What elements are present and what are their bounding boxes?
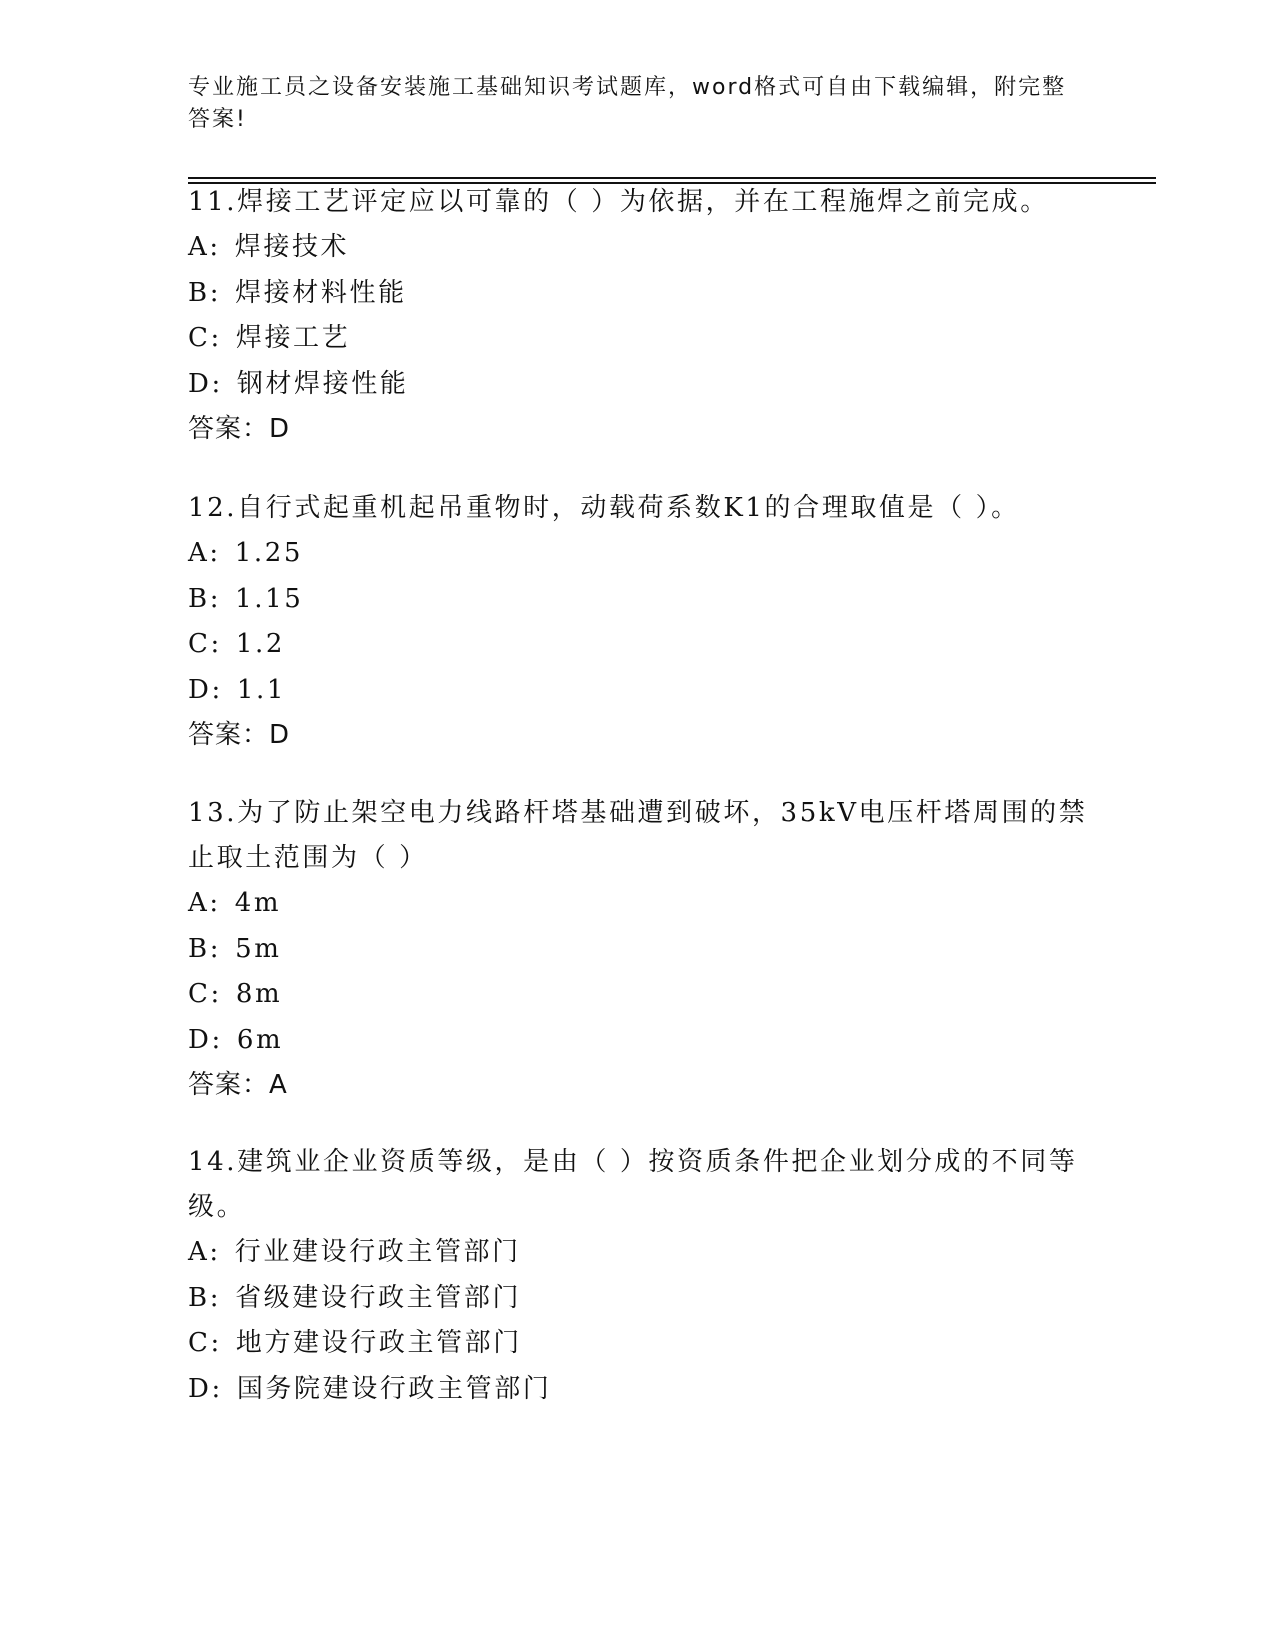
option-a	[188, 1230, 1088, 1276]
option-letter: D:	[188, 1373, 223, 1404]
option-letter: C:	[188, 1328, 222, 1358]
option-letter: A:	[188, 538, 221, 568]
question-stem: 14.建筑业企业资质等级，是由（ ）按资质条件把企业划分成的不同等级。	[188, 1147, 1078, 1222]
option-a	[188, 881, 1088, 927]
option-letter: C:	[188, 979, 222, 1009]
option-text: 4m	[234, 888, 282, 918]
option-letter: D:	[188, 1024, 223, 1055]
header-divider-top	[188, 177, 1156, 179]
option-letter: D:	[188, 368, 223, 399]
question-11	[188, 180, 1088, 451]
option-b	[188, 271, 1088, 317]
option-letter: B:	[188, 933, 222, 964]
option-d	[188, 1367, 1088, 1413]
option-a	[188, 531, 1088, 577]
option-text: 8m	[235, 979, 283, 1009]
question-stem: 13.为了防止架空电力线路杆塔基础遭到破坏，35kV电压杆塔周围的禁止取土范围为（ ）	[188, 798, 1088, 873]
option-text: 1.25	[234, 538, 304, 568]
option-letter: D:	[188, 674, 223, 705]
option-text: 1.2	[235, 629, 286, 659]
question-stem: 12.自行式起重机起吊重物时，动载荷系数K1的合理取值是（ ）。	[188, 493, 1020, 523]
question-14	[188, 1140, 1088, 1412]
option-c	[188, 1321, 1088, 1367]
option-text: 1.15	[235, 583, 304, 614]
option-text: 焊接材料性能	[235, 277, 407, 308]
document-header: 专业施工员之设备安装施工基础知识考试题库，word格式可自由下载编辑，附完整答案!	[188, 75, 1067, 132]
option-c	[188, 622, 1088, 668]
option-text: 省级建设行政主管部门	[235, 1282, 522, 1313]
option-d	[188, 1018, 1088, 1064]
answer-line: 答案：D	[188, 414, 291, 444]
option-letter: C:	[188, 629, 222, 659]
option-text: 钢材焊接性能	[236, 368, 409, 399]
option-text: 地方建设行政主管部门	[235, 1328, 522, 1358]
option-c	[188, 316, 1088, 362]
option-text: 焊接技术	[234, 232, 350, 262]
answer-line: 答案：D	[188, 720, 291, 750]
option-letter: B:	[188, 583, 222, 614]
option-b	[188, 1276, 1088, 1322]
option-letter: C:	[188, 323, 222, 353]
option-a	[188, 225, 1088, 271]
option-text: 国务院建设行政主管部门	[236, 1373, 552, 1404]
option-b	[188, 577, 1088, 623]
option-b	[188, 927, 1088, 973]
option-text: 5m	[235, 933, 282, 964]
option-text: 行业建设行政主管部门	[234, 1237, 521, 1267]
option-d	[188, 362, 1088, 408]
option-text: 1.1	[236, 674, 286, 705]
option-letter: A:	[188, 888, 221, 918]
question-stem: 11.焊接工艺评定应以可靠的（ ）为依据，并在工程施焊之前完成。	[188, 187, 1049, 217]
option-c	[188, 972, 1088, 1018]
question-13	[188, 791, 1088, 1107]
option-d	[188, 668, 1088, 714]
option-letter: A:	[188, 232, 221, 262]
option-text: 焊接工艺	[235, 323, 351, 353]
option-letter: A:	[188, 1237, 221, 1267]
answer-line: 答案：A	[188, 1070, 288, 1100]
option-letter: B:	[188, 277, 222, 308]
question-12	[188, 486, 1088, 757]
option-text: 6m	[236, 1024, 284, 1055]
option-letter: B:	[188, 1282, 222, 1313]
